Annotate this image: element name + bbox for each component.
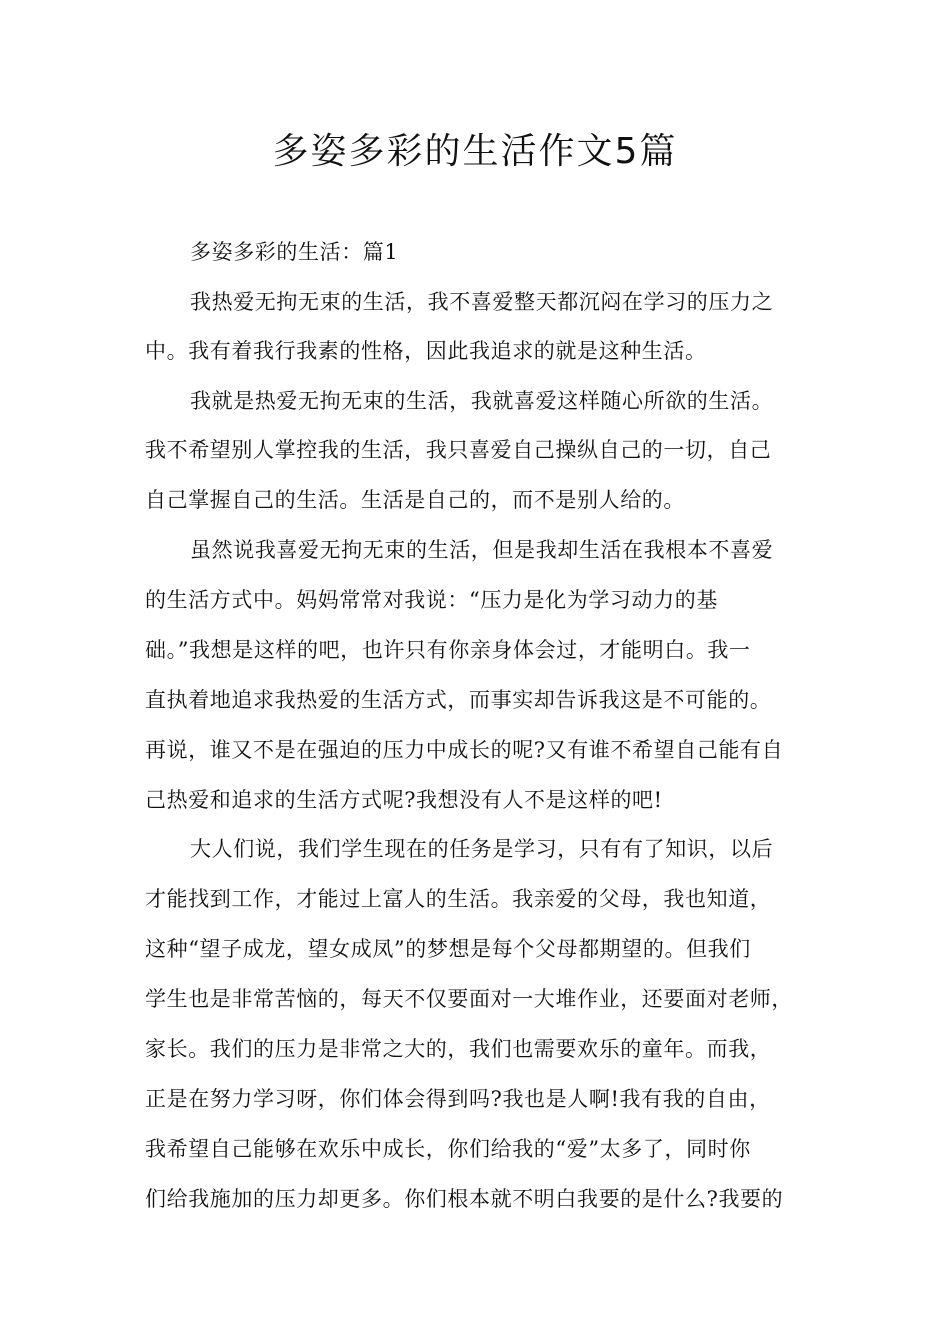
paragraph-line: 这种“望子成龙，望女成凤”的梦想是每个父母都期望的。但我们 (145, 937, 751, 961)
paragraph-line: 家长。我们的压力是非常之大的，我们也需要欢乐的童年。而我， (145, 1037, 772, 1061)
paragraph-line: 己热爱和追求的生活方式呢?我想没有人不是这样的吧! (145, 788, 663, 812)
paragraph-line: 再说，谁又不是在强迫的压力中成长的呢?又有谁不希望自己能有自 (145, 738, 784, 762)
paragraph-line: 直执着地追求我热爱的生活方式，而事实却告诉我这是不可能的。 (145, 688, 772, 712)
section-heading: 多姿多彩的生活：篇1 (190, 240, 399, 264)
paragraph-line: 的生活方式中。妈妈常常对我说：“压力是化为学习动力的基 (145, 588, 718, 612)
paragraph-line: 正是在努力学习呀，你们体会得到吗?我也是人啊!我有我的自由， (145, 1087, 771, 1111)
paragraph-line: 们给我施加的压力却更多。你们根本就不明白我要的是什么?我要的 (145, 1187, 784, 1211)
paragraph-line: 中。我有着我行我素的性格，因此我追求的就是这种生活。 (145, 339, 707, 363)
paragraph-line: 自己掌握自己的生活。生活是自己的，而不是别人给的。 (145, 488, 685, 512)
paragraph-line: 础。”我想是这样的吧，也许只有你亲身体会过，才能明白。我一 (145, 638, 751, 662)
paragraph-line: 我不希望别人掌控我的生活，我只喜爱自己操纵自己的一切，自己 (145, 438, 772, 462)
paragraph-line: 我希望自己能够在欢乐中成长，你们给我的“爱”太多了，同时你 (145, 1137, 751, 1161)
paragraph-line: 我热爱无拘无束的生活，我不喜爱整天都沉闷在学习的压力之 (190, 290, 774, 314)
paragraph-line: 大人们说，我们学生现在的任务是学习，只有有了知识，以后 (190, 837, 774, 861)
paragraph-line: 虽然说我喜爱无拘无束的生活，但是我却生活在我根本不喜爱 (190, 538, 774, 562)
paragraph-line: 我就是热爱无拘无束的生活，我就喜爱这样随心所欲的生活。 (190, 389, 774, 413)
paragraph-line: 才能找到工作，才能过上富人的生活。我亲爱的父母，我也知道， (145, 887, 772, 911)
paragraph-line: 学生也是非常苦恼的，每天不仅要面对一大堆作业，还要面对老师， (145, 987, 793, 1011)
document-title: 多姿多彩的生活作文5篇 (272, 131, 678, 172)
